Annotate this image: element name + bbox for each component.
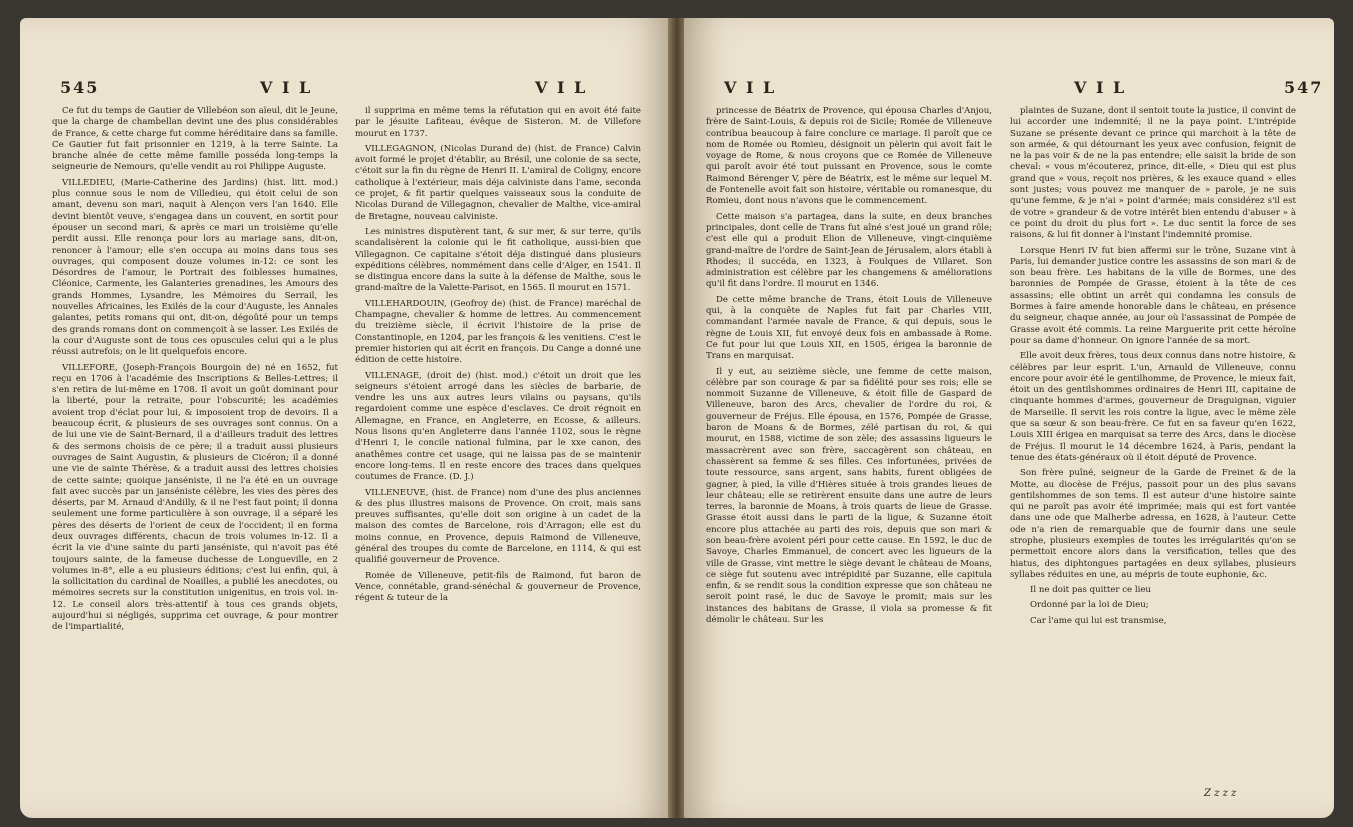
paragraph: De cette même branche de Trans, étoit Louis de Villeneuve qui, à la conquête de Naples fut fait par Charles VIII, commandant l'armée navale de France, & qui depuis, sous le règne de Louis XII, fut envoyé deux fois en ambassade à Rome. Ce fut pour lui que Louis XII, en 1505, érigea la baronnie de Trans en marquisat.	[706, 294, 992, 362]
paragraph: Son frère puîné, seigneur de la Garde de Freinet & de la Motte, au diocèse de Fréjus, passoit pour un des plus savans gentilshommes de son tems. Il est auteur d'une histoire sainte qui ne paroît pas avoir été imprimée; mais qui est fort vantée dans une ode que Malherbe adressa, en 1628, à l'auteur. Cette ode n'a rien de remarquable que de fournir dans une seule strophe, plusieurs exemples de toutes les irrégularités qu'on se permettoit encore alors dans la versification, telles que des hiatus, des diphtongues partagées en deux syllabes, plusieurs syllabes réduites en une, au mépris de toute euphonie, &c.	[1010, 468, 1296, 580]
left-page	[20, 18, 670, 818]
right-column-1	[706, 106, 992, 816]
verse-line: Il ne doit pas quitter ce lieu	[1030, 585, 1151, 596]
paragraph: Ce fut du temps de Gautier de Villebéon son aïeul, dit le Jeune, que la charge de chambellan devint une des plus considérables de France, & cette charge fut comme héréditaire dans sa famille. Ce Gautier fut fait prisonnier en 1219, à la terre Sainte. La branche aînée de cette même famille posséda long-temps la seigneurie de Nemours, qu'elle vendit au roi Philippe Auguste.	[52, 106, 338, 173]
verse-line: Ordonné par la loi de Dieu;	[1030, 600, 1149, 611]
left-column-2	[355, 106, 641, 816]
paragraph: Elle avoit deux frères, tous deux connus dans notre histoire, & célèbres par leur esprit. L'un, Arnauld de Villeneuve, connu encore pour avoir été le gentilhomme, de Provence, le mieux fait, étoit un des gentilshommes ordinaires de Henri III, capitaine de cinquante hommes d'armes, gouverneur de Draguignan, viguier de Marseille. Il servit les rois contre la ligue, avec le même zèle que sa sœur & son beau-frère. Ce fut en sa faveur qu'en 1622, Louis XIII érigea en marquisat sa terre des Arcs, dans le diocèse de Fréjus. Il mourut le 14 décembre 1624, à Paris, pendant la tenue des états-généraux où il étoit député de Provence.	[1010, 351, 1296, 463]
paragraph: VILLENAGE, (droit de) (hist. mod.) c'étoit un droit que les seigneurs s'étoient arrogé dans les siècles de barbarie, de vendre les uns aux autres leurs vilains ou paysans, qu'ils regardoient comme une espèce d'esclaves. Ce droit régnoit en Allemagne, en France, en Angleterre, en Ecosse, & ailleurs. Nous lisons qu'en Angleterre dans l'année 1102, sous le règne d'Henri I, le concile national fulmina, par le xxe canon, des anathêmes contre cet usage, qui ne laissa pas de se maintenir encore long-tems. Il en reste encore des traces dans quelques coutumes de France. (D. J.)	[355, 370, 641, 483]
paragraph: Cette maison s'a partagea, dans la suite, en deux branches principales, dont celle de Trans fut aîné s'est joué un grand rôle; c'est elle qui a produit Elion de Villeneuve, vingt-cinquième grand-maître de l'ordre de Saint-Jean de Jérusalem, alors établi à Rhodes; il succéda, en 1323, à Foulques de Villaret. Son administration est célèbre par les changemens & améliorations qu'il fit dans l'ordre. Il mourut en 1346.	[706, 211, 992, 290]
paragraph: VILLEHARDOUIN, (Geofroy de) (hist. de France) maréchal de Champagne, chevalier & homme de lettres. Au commencement du treizième siècle, il écrivit l'histoire de la prise de Constantinople, en 1204, par les françois & les venitiens. C'est le premier historien qui ait écrit en françois. Du Cange a donné une édition de cette histoire.	[355, 298, 641, 366]
paragraph: VILLENEUVE, (hist. de France) nom d'une des plus anciennes & des plus illustres maisons de Provence. On croit, mais sans preuves suffisantes, qu'elle doit son origine à un cadet de la maison des comtes de Barcelone, rois d'Arragon; elle est du moins connue, en Provence, depuis Raimond de Villeneuve, général des troupes du comte de Barcelone, en 1114, & qui est qualifié gouverneur de Provence.	[355, 487, 641, 566]
running-head-left-2: V I L	[535, 78, 588, 97]
paragraph: VILLEFORE, (Joseph-François Bourgoin de) né en 1652, fut reçu en 1706 à l'académie des Inscriptions & Belles-Lettres; il s'en retira de lui-même en 1708. Il avoit un goût dominant pour la liberté, pour la retraite, pour l'obscurité; les académies avoient trop d'éclat pour lui, & imposoient trop de devoirs. Il a beaucoup écrit, & plusieurs de ses ouvrages sont connus. On a de lui une vie de Saint-Bernard, il a d'ailleurs traduit des lettres & des sermons choisis de ce père; il a traduit aussi plusieurs ouvrages de Saint Augustin, & plusieurs de Cicéron; il a donné une vie de sainte Thérèse, & a traduit aussi des lettres choisies de cette sainte; quoique janséniste, il ne l'a été en un ouvrage fait avec succès par un janséniste célèbre, les vies des pères des déserts, par M. Arnaud d'Andilly, & il ne l'est faut point; il donna seulement une forme particulière à son ouvrage, il a séparé les pères des déserts de l'orient de ceux de l'occident; il en forma deux ouvrages différents, chacun de trois volumes in-12. Il a écrit la vie d'une sainte du parti janséniste, qui n'avoit pas été toujours sainte, de la fameuse duchesse de Longueville, en 2 volumes in-8°, elle a eu plusieurs éditions; c'est lui enfin, qui, à la sollicitation du cardinal de Noailles, a publié les anecdotes, ou mémoires secrets sur la constitution unigenitus, en trois vol. in-12. Le conseil alors très-attentif à tous ces grands objets, aujourd'hui si négligés, supprima cet ouvrage, & pour montrer de l'impartialité,	[52, 362, 338, 633]
paragraph: Les ministres disputèrent tant, & sur mer, & sur terre, qu'ils scandalisèrent la colonie qui le fit catholique, aussi-bien que Villegagnon. Ce capitaine s'étoit déja distingué dans plusieurs expéditions célèbres, nommément dans celle d'Alger, en 1541. Il se distingua encore dans la suite à la défense de Malthe, sous le grand-maître de la Valette-Parisot, en 1565. Il mourut en 1571.	[355, 226, 641, 294]
page-number-right: 547	[1284, 78, 1324, 97]
running-head-right-2: V I L	[1074, 78, 1127, 97]
signature-mark: Z z z z	[1204, 788, 1237, 799]
paragraph: Lorsque Henri IV fut bien affermi sur le trône, Suzane vint à Paris, lui demander justice contre les assassins de son mari & de son beau frère. Les habitans de la ville de Bormes, une des baronnies de Pompée de Grasse, étoient à la tête de ces assassins; elle obtint un arrêt qui condamna les consuls de Bormes à faire amende honorable dans le château, en présence du seigneur, chaque année, au jour où l'assassinat de Pompée de Grasse avoit été commis. La reine Marguerite prit cette héroïne pour sa dame d'honneur. On ignore l'année de sa mort.	[1010, 245, 1296, 346]
page-number-left: 545	[60, 78, 100, 97]
paragraph: plaintes de Suzane, dont il sentoit toute la justice, il convint de lui accorder une indemnité; il ne la paya point. L'intrépide Suzane se présente devant ce prince qui marchoit à la tête de son armée, & qui détournant les yeux avec confusion, feignit de ne la pas voir & de ne la pas entendre; elle saisit la bride de son cheval: « vous m'écouterez, prince, dit-elle, « Dieu qui est plus grand que » vous, reçoit nos prières, & les exauce quand » elles sont justes; vous pouvez me manquer de » parole, je ne suis qu'une femme, & je n'ai » point d'armée; mais considérez s'il est de votre » grandeur & de votre intérêt bien entendu d'abuser » à ce point du droit du plus fort ». Le duc sentit la force de ses raisons, & lui fit donner à l'instant l'indemnité promise.	[1010, 106, 1296, 241]
right-column-2	[1010, 106, 1296, 786]
right-page	[684, 18, 1334, 818]
running-head-right-1: V I L	[724, 78, 777, 97]
paragraph: princesse de Béatrix de Provence, qui épousa Charles d'Anjou, frère de Saint-Louis, & depuis roi de Sicile; Romée de Villeneuve contribua beaucoup à faire conclure ce mariage. Il paroît que ce nom de Romée ou Romieu, désignoit un pèlerin qui avoit fait le voyage de Rome, & nous croyons que ce Romée de Villeneuve qui paroît avoir été tout puissant en Provence, sous le comte Raimond Bérenger V, père de Béatrix, est le même sur lequel M. de Fontenelle avoit fait son histoire, véritable ou romanesque, du Romieu, dont nous n'avons que le commencement.	[706, 106, 992, 207]
running-head-left: V I L	[260, 78, 313, 97]
paragraph: Il y eut, au seizième siècle, une femme de cette maison, célèbre par son courage & par sa fidélité pour ses rois; elle se nommoit Suzanne de Villeneuve, & étoit fille de Gaspard de Villeneuve, baron des Arcs, chevalier de l'ordre du roi, & gouverneur de Fréjus. Elle épousa, en 1576, Pompée de Grasse, baron de Moans & de Bormes, zélé partisan du roi, & qui mourut, en 1588, victime de son zèle; des assassins ligueurs le massacrèrent avec son frère, saccagèrent son château, en chassèrent sa femme & ses filles. Ces infortunées, privées de toute ressource, sans argent, sans habits, furent obligées de gagner, à pied, la ville d'Hières située à trois grandes lieues de leur château; elle se retirèrent ensuite dans une autre de leurs terres, la baronnie de Moans, à trois quarts de lieue de Grasse. Grasse étoit aussi dans le parti de la ligue, & Suzanne étoit encore plus attachée au parti des rois, depuis que son mari & son beau-frère avoient péri pour cette cause. En 1592, le duc de Savoye, Charles Emmanuel, de concert avec les ligueurs de la ville de Grasse, vint mettre le siège devant le château de Moans, ce siège fut soutenu avec intrépidité par Suzanne, elle capitula enfin, & se rendit sous la condition expresse que son château ne seroit point rasé, le duc de Savoye le promit; mais sur les instances des habitans de Grasse, il viola sa promesse & fit démolir le château. Sur les	[706, 366, 992, 626]
verse-line: Car l'ame qui lui est transmise,	[1030, 615, 1167, 626]
left-column-1	[52, 106, 338, 816]
paragraph: Romée de Villeneuve, petit-fils de Raimond, fut baron de Vence, connétable, grand-sénéchal & gouverneur de Provence, régent & tuteur de la	[355, 570, 641, 604]
paragraph: VILLEGAGNON, (Nicolas Durand de) (hist. de France) Calvin avoit formé le projet d'établir, au Brésil, une colonie de sa secte, c'étoit sur la fin du règne de Henri II. L'amiral de Coligny, encore catholique à l'extérieur, mais déja calviniste dans l'ame, seconda ce projet, & fit partir quelques vaisseaux sous la conduite de Nicolas Durand de Villegagnon, chevalier de Malthe, vice-amiral de Bretagne, nouveau calviniste.	[355, 143, 641, 222]
paragraph: il supprima en même tems la réfutation qui en avoit été faite par le jésuite Lafiteau, évêque de Sisteron. M. de Villefore mourut en 1737.	[355, 106, 641, 139]
paragraph: VILLEDIEU, (Marie-Catherine des Jardins) (hist. litt. mod.) plus connue sous le nom de Villedieu, qui étoit celui de son amant, devenu son mari, naquit à Alençon vers l'an 1640. Elle devint bientôt veuve, s'engagea dans un couvent, en sortit pour épouser un second mari, & après ce mari un troisième qu'elle perdit aussi. Elle renonça pour lors au mariage sans, dit-on, renoncer à l'amour; elle s'en occupa au moins dans tous ses ouvrages, qui composent douze volumes in-12: ce sont les Désordres de l'amour, le Portrait des foiblesses humaines, Cléonice, Carmente, les Galanteries grenadines, les Amours des grands Hommes, Lysandre, les Mémoires du Serrail, les nouvelles Africaines, les Exilés de la cour d'Auguste, les Annales galantes, petits romans qui ont, dit-on, dégoûté pour un temps des grands romans dont on commençoit à se lasser. Les Exilés de la cour d'Auguste sont de tous ces opuscules celui qui a le plus réussi autrefois; on le lit quelquefois encore.	[52, 177, 338, 358]
